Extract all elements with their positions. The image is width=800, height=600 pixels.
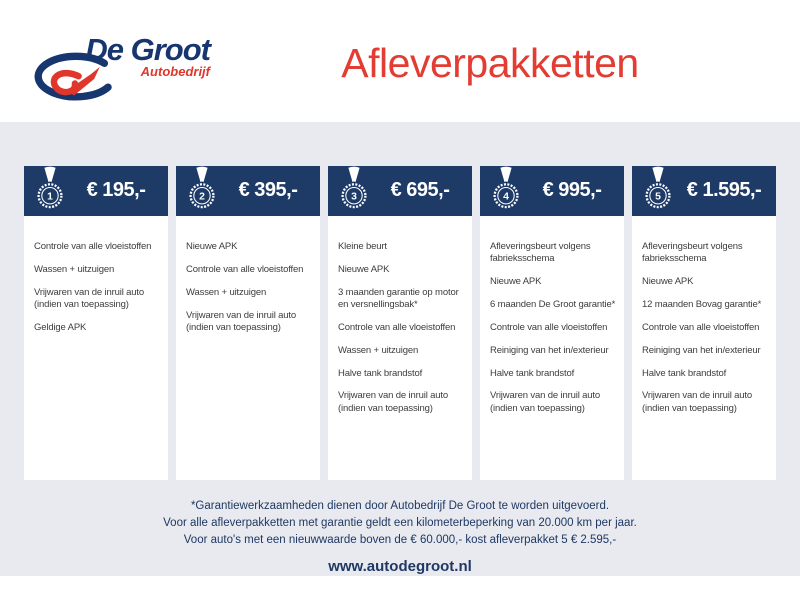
package-item: Vrijwaren van de inruil auto (indien van toepassing) [490, 390, 601, 414]
package-item: 12 maanden Bovag garantie* [642, 299, 762, 311]
svg-text:1: 1 [47, 191, 53, 203]
package-item: Reiniging van het in/exterieur [642, 344, 761, 356]
package-item: Nieuwe APK [490, 276, 542, 288]
package-card [480, 166, 624, 480]
package-item: Nieuwe APK [642, 276, 694, 288]
package-item: Nieuwe APK [186, 241, 238, 252]
package-price: € 695,- [390, 179, 450, 201]
package-card [632, 166, 776, 480]
package-item: Vrijwaren van de inruil auto (indien van toepassing) [186, 309, 297, 333]
package-card [176, 166, 320, 480]
package-item: 3 maanden garantie op motor en versnellingsbak* [338, 286, 459, 311]
package-item: Kleine beurt [338, 241, 387, 252]
package-header [176, 166, 320, 216]
package-item: 6 maanden De Groot garantie* [490, 299, 616, 311]
medal-icon [183, 166, 221, 214]
package-item: Wassen + uitzuigen [338, 344, 419, 356]
package-price: € 395,- [238, 179, 298, 201]
package-item: Afleveringsbeurt volgens fabrieksschema [642, 241, 743, 265]
package-item: Nieuwe APK [338, 263, 390, 275]
package-item: Vrijwaren van de inruil auto (indien van toepassing) [338, 390, 449, 414]
website-url: www.autodegroot.nl [328, 558, 472, 575]
package-item: Wassen + uitzuigen [186, 286, 267, 298]
svg-text:3: 3 [351, 191, 357, 203]
package-item: Reiniging van het in/exterieur [490, 344, 609, 356]
packages-panel [0, 122, 800, 576]
disclaimer-line: Voor auto's met een nieuwwaarde boven de € 60.000,- kost afleverpakket 5 € 2.595,- [183, 534, 617, 546]
package-item-list [480, 216, 624, 434]
package-item-list [632, 216, 776, 434]
package-item: Halve tank brandstof [642, 367, 727, 379]
package-item: Vrijwaren van de inruil auto (indien van toepassing) [642, 390, 753, 414]
disclaimer-text [0, 498, 800, 549]
package-price: € 1.595,- [686, 179, 762, 201]
package-header [24, 166, 168, 216]
package-item: Controle van alle vloeistoffen [490, 321, 608, 333]
package-header [480, 166, 624, 216]
page-header [0, 0, 800, 122]
medal-icon [639, 166, 677, 214]
package-item: Halve tank brandstof [338, 367, 423, 379]
package-item: Controle van alle vloeistoffen [642, 321, 760, 333]
package-item: Controle van alle vloeistoffen [186, 263, 304, 275]
disclaimer-line: Voor alle afleverpakketten met garantie geldt een kilometerbeperking van 20.000 km per jaar. [163, 517, 637, 529]
package-item-list [176, 216, 320, 353]
svg-text:4: 4 [503, 191, 509, 203]
package-price: € 995,- [542, 179, 602, 201]
svg-text:2: 2 [199, 191, 205, 203]
svg-text:5: 5 [655, 191, 661, 203]
package-header [632, 166, 776, 216]
medal-icon [487, 166, 525, 214]
disclaimer-line: *Garantiewerkzaamheden dienen door Autobedrijf De Groot te worden uitgevoerd. [190, 500, 610, 512]
package-item-list [328, 216, 472, 434]
package-item: Geldige APK [34, 321, 87, 333]
package-item-list [24, 216, 168, 353]
logo-text [80, 32, 210, 79]
package-item: Wassen + uitzuigen [34, 263, 115, 275]
package-item: Controle van alle vloeistoffen [34, 241, 152, 252]
package-card [24, 166, 168, 480]
logo-company-name: De Groot [85, 32, 210, 67]
page-title: Afleverpakketten [341, 40, 639, 86]
package-item: Halve tank brandstof [490, 367, 575, 379]
package-item: Controle van alle vloeistoffen [338, 321, 456, 333]
packages-row [0, 122, 800, 480]
package-item: Vrijwaren van de inruil auto (indien van toepassing) [34, 286, 145, 311]
package-header [328, 166, 472, 216]
package-price: € 195,- [86, 179, 146, 201]
package-item: Afleveringsbeurt volgens fabrieksschema [490, 241, 591, 265]
medal-icon [31, 166, 69, 214]
company-logo [28, 32, 218, 112]
logo-subtitle: Autobedrijf [140, 64, 210, 79]
medal-icon [335, 166, 373, 214]
package-card [328, 166, 472, 480]
